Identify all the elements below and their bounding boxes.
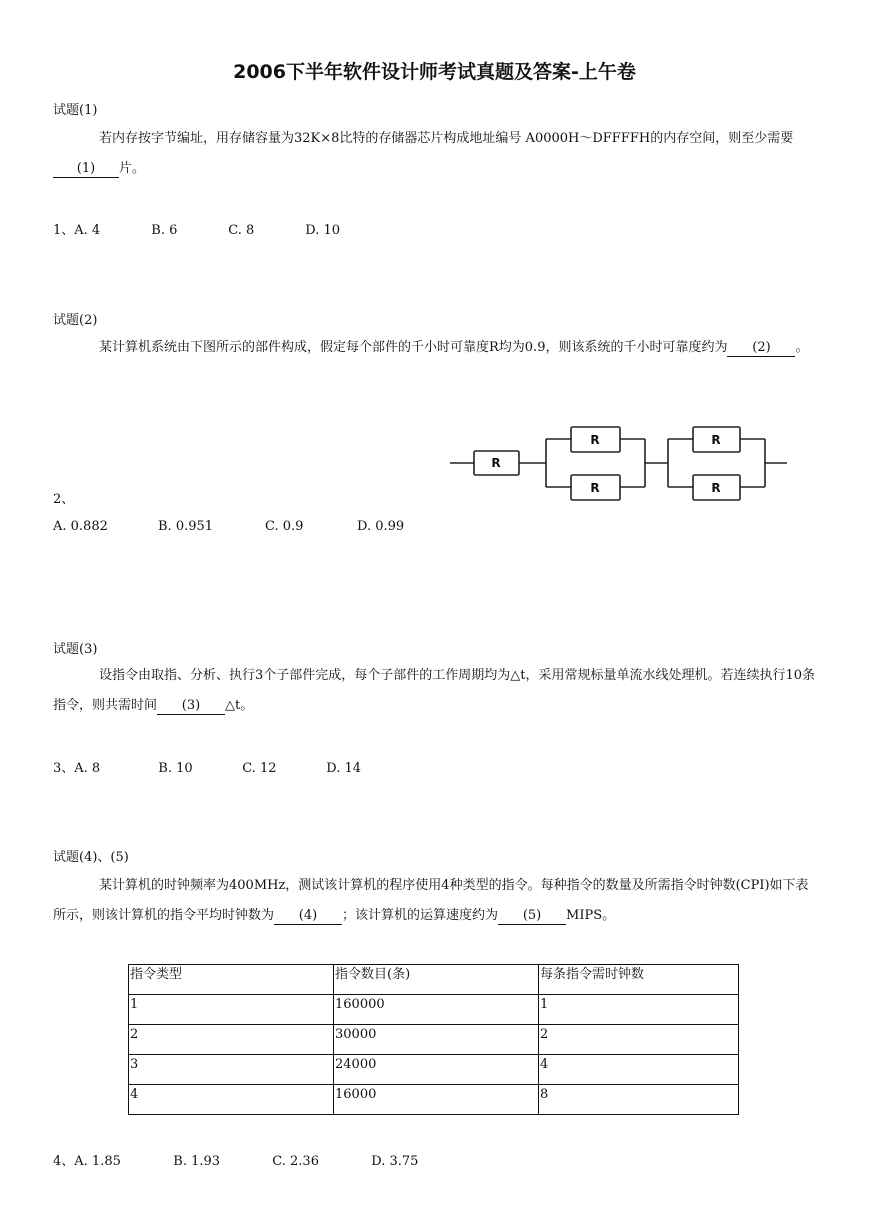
question-4-5-stem-end: MIPS。 (566, 908, 616, 923)
option-a: A. 4 (74, 223, 101, 238)
question-3-stem-text: 设指令由取指、分析、执行3个子部件完成，每个子部件的工作周期均为△t，采用常规标量单流水线处理机。若连续执行10条指令，则共需时间 (53, 668, 816, 713)
component-r-4: R (711, 433, 721, 447)
table-cell: 2 (539, 1025, 739, 1055)
table-row (129, 995, 739, 1025)
option-a: A. 0.882 (53, 519, 108, 534)
reliability-circuit-diagram (450, 420, 795, 505)
table-cell: 1 (539, 995, 739, 1025)
table-header-cell: 指令类型 (129, 965, 334, 995)
table-cell: 4 (539, 1055, 739, 1085)
table-cell: 3 (129, 1055, 334, 1085)
option-d: D. 14 (326, 761, 362, 776)
option-c: C. 0.9 (265, 519, 304, 534)
question-1-stem (53, 124, 818, 184)
question-4-5-stem-text: 某计算机的时钟频率为400MHz，测试该计算机的程序使用4种类型的指令。每种指令的数量及所需指令时钟数(CPI)如下表所示，则该计算机的指令平均时钟数为 (53, 878, 809, 923)
table-row (129, 1085, 739, 1115)
question-2-number: 2、 (53, 492, 75, 507)
option-a: A. 1.85 (74, 1154, 121, 1169)
table-cell: 30000 (334, 1025, 539, 1055)
question-3-label: 试题(3) (53, 642, 98, 657)
question-4-5-stem-mid: ；该计算机的运算速度约为 (342, 908, 499, 923)
option-c: C. 12 (242, 761, 277, 776)
option-d: D. 10 (305, 223, 341, 238)
option-c: C. 2.36 (272, 1154, 319, 1169)
question-2-options (53, 519, 404, 534)
component-r-2: R (590, 433, 600, 447)
table-cell: 4 (129, 1085, 334, 1115)
option-a: A. 8 (74, 761, 101, 776)
option-d: D. 0.99 (357, 519, 405, 534)
question-3-blank: (3) (157, 698, 225, 715)
question-4-number: 4、 (53, 1154, 75, 1169)
question-1-stem-end: 片。 (119, 161, 146, 176)
option-c: C. 8 (228, 223, 255, 238)
question-1-label: 试题(1) (53, 103, 98, 118)
table-row (129, 1025, 739, 1055)
question-4-5-stem (53, 871, 818, 931)
table-cell: 16000 (334, 1085, 539, 1115)
option-b: B. 1.93 (173, 1154, 221, 1169)
question-2-stem (53, 333, 818, 363)
table-cell: 160000 (334, 995, 539, 1025)
question-1-blank: (1) (53, 161, 119, 178)
question-2-label: 试题(2) (53, 313, 98, 328)
table-header-cell: 每条指令需时钟数 (539, 965, 739, 995)
table-cell: 1 (129, 995, 334, 1025)
table-row (129, 1055, 739, 1085)
table-header-cell: 指令数目(条) (334, 965, 539, 995)
question-5-blank: (5) (498, 908, 566, 925)
component-r-5: R (711, 481, 721, 495)
question-4-blank: (4) (274, 908, 342, 925)
question-3-number: 3、 (53, 761, 75, 776)
question-2-blank: (2) (727, 340, 795, 357)
option-b: B. 0.951 (158, 519, 214, 534)
question-3-stem (53, 661, 823, 721)
question-4-options (53, 1150, 418, 1169)
question-2-stem-text: 某计算机系统由下图所示的部件构成，假定每个部件的千小时可靠度R均为0.9，则该系统的千小时可靠度约为 (99, 340, 728, 355)
table-cell: 24000 (334, 1055, 539, 1085)
option-b: B. 6 (151, 223, 178, 238)
question-4-5-label: 试题(4)、(5) (53, 850, 129, 865)
component-r-1: R (491, 456, 501, 470)
table-cell: 8 (539, 1085, 739, 1115)
question-1-stem-text: 若内存按字节编址，用存储容量为32K×8比特的存储器芯片构成地址编号 A0000H～DFFFFH的内存空间，则至少需要 (99, 131, 794, 146)
question-1-options (53, 219, 340, 238)
option-b: B. 10 (158, 761, 193, 776)
component-r-3: R (590, 481, 600, 495)
question-3-options (53, 757, 361, 776)
table-header-row (129, 965, 739, 995)
question-1-number: 1、 (53, 223, 75, 238)
page-title: 2006下半年软件设计师考试真题及答案-上午卷 (233, 61, 636, 83)
instruction-cpi-table (128, 964, 739, 1115)
question-2-stem-end: 。 (795, 340, 809, 355)
table-cell: 2 (129, 1025, 334, 1055)
question-3-stem-end: △t。 (225, 698, 254, 713)
option-d: D. 3.75 (371, 1154, 419, 1169)
